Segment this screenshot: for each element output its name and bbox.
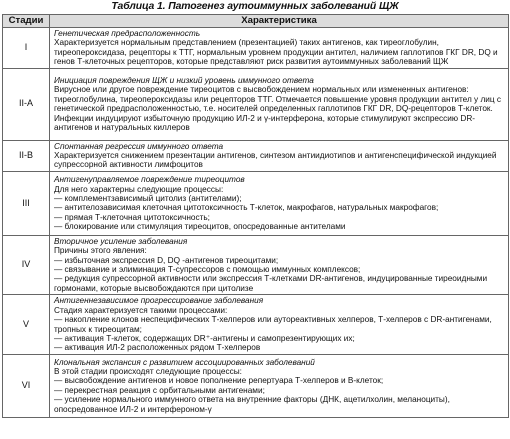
process-list-item: — избыточная экспрессия D, DQ -антигенов тиреоцитами; [54,255,279,265]
stage-title: Вторичное усиление заболевания [54,236,188,246]
table-row [3,28,509,69]
document [2,0,508,418]
process-list-item: — антителозависимая клеточная цитотоксичность Т-клеток, макрофагов, натуральных макрофагов; [54,203,439,213]
table-caption: Таблица 1. Патогенез аутоиммунных заболеваний ЩЖ [111,1,399,12]
table-row [3,68,509,140]
stage-title: Антигенуправляемое повреждение тиреоцитов [54,175,245,185]
process-list-item: — перекрестная реакция с орбитальными антигенами; [54,385,265,395]
stage-description: В этой стадии происходят следующие процессы: [54,366,242,376]
description-cell [50,171,509,235]
stage-cell: II-A [3,68,50,140]
description-cell [50,354,509,417]
description-cell [50,140,509,171]
table-row [3,235,509,294]
header-description: Характеристика [50,15,509,28]
process-list-item: — активация ИЛ-2 расположенных рядом Т-хелперов [54,343,261,353]
process-list-item: — усиление нормального иммунного ответа на внутренние факторы (ДНК, ацетилхолин, меланоциты), опосредованное ИЛ-2 и интерфероном-γ [54,395,450,414]
stage-description: Характеризуется снижением презентации антигенов, синтезом антиидиотипов и антигенспецифической индукцией супрессорной активности лимфоцитов [54,151,497,170]
stage-title: Клональная экспансия с развитием ассоциированных заболеваний [54,357,315,367]
stage-title: Генетическая предрасположенность [54,29,201,38]
table-header-row [3,15,509,28]
table-row [3,171,509,235]
table-row [3,354,509,417]
stage-description: Причины этого явления: [54,246,147,256]
stage-description: Стадия характеризуется такими процессами: [54,305,228,315]
process-list-item: — накопление клонов неспецифических Т-хелперов или аутореактивных хелперов, Т-хелперов с DR-антигенами, тропных к тиреоцитам; [54,315,492,334]
process-list-item: — комплементзависимый цитолиз (антителами); [54,193,242,203]
stage-description: Для него характерны следующие процессы: [54,184,224,194]
stage-title: Антигеннезависимое прогрессирование заболевания [54,296,264,306]
description-cell [50,235,509,294]
process-list-item: — связывание и элиминация Т-супрессоров с помощью иммунных комплексов; [54,265,361,275]
pathogenesis-table [2,14,509,418]
stage-title: Инициация повреждения ЩЖ и низкий уровень иммунного ответа [54,75,314,85]
stage-description: Характеризуется нормальным представлением (презентацией) таких антигенов, как тиреоглобулин, тиреопероксидаза, рецепторы к ТТГ, нормальным уровнем продукции антител, наличием гаплотипов ГКГ DR, DQ и генов Т-клеточных рецепторов, которые представляют риск развития аутоиммунных заболеваний ЩЖ [54,38,498,67]
stage-cell: IV [3,235,50,294]
table-row [3,140,509,171]
stage-description: Вирусное или другое повреждение тиреоцитов с высвобождением нормальных или измененных антигенов: тиреоглобулина, тиреопероксидазы или рецепторов ТТГ. Отмечается повышение уровня продукции антител у лиц с генетической предрасположенностью, т.е. носителей определенных гаплотипов ГКГ DR, DQ-рецепторов Т-клеток. Инфекции индуцируют избыточную продукцию ИЛ-2 и γ-интерферона, которые стимулируют экспрессию DR-антигенов и натуральных киллеров [54,85,502,132]
stage-cell: I [3,28,50,69]
stage-cell: V [3,295,50,354]
table-row [3,295,509,354]
table-body [3,28,509,418]
description-cell [50,295,509,354]
stage-cell: VI [3,354,50,417]
process-list-item: — активация Т-клеток, содержащих DR⁺-антигены и самопрезентирующих их; [54,333,355,343]
process-list-item: — высвобождение антигенов и новое пополнение репертуара Т-хелперов и В-клеток; [54,376,384,386]
process-list-item: — прямая Т-клеточная цитотоксичность; [54,212,210,222]
stage-cell: III [3,171,50,235]
stage-title: Спонтанная регрессия иммунного ответа [54,141,224,151]
process-list-item: — редукция супрессорной активности или экспрессия Т-клетками DR-антигенов, индуцированные тиреоидными гормонами, которые высвобождаются при цитолизе [54,274,488,293]
header-stage: Стадии [3,15,50,28]
process-list-item: — блокирование или стимуляция тиреоцитов, опосредованные антителами [54,222,346,232]
description-cell [50,28,509,69]
description-cell [50,68,509,140]
stage-cell: II-B [3,140,50,171]
